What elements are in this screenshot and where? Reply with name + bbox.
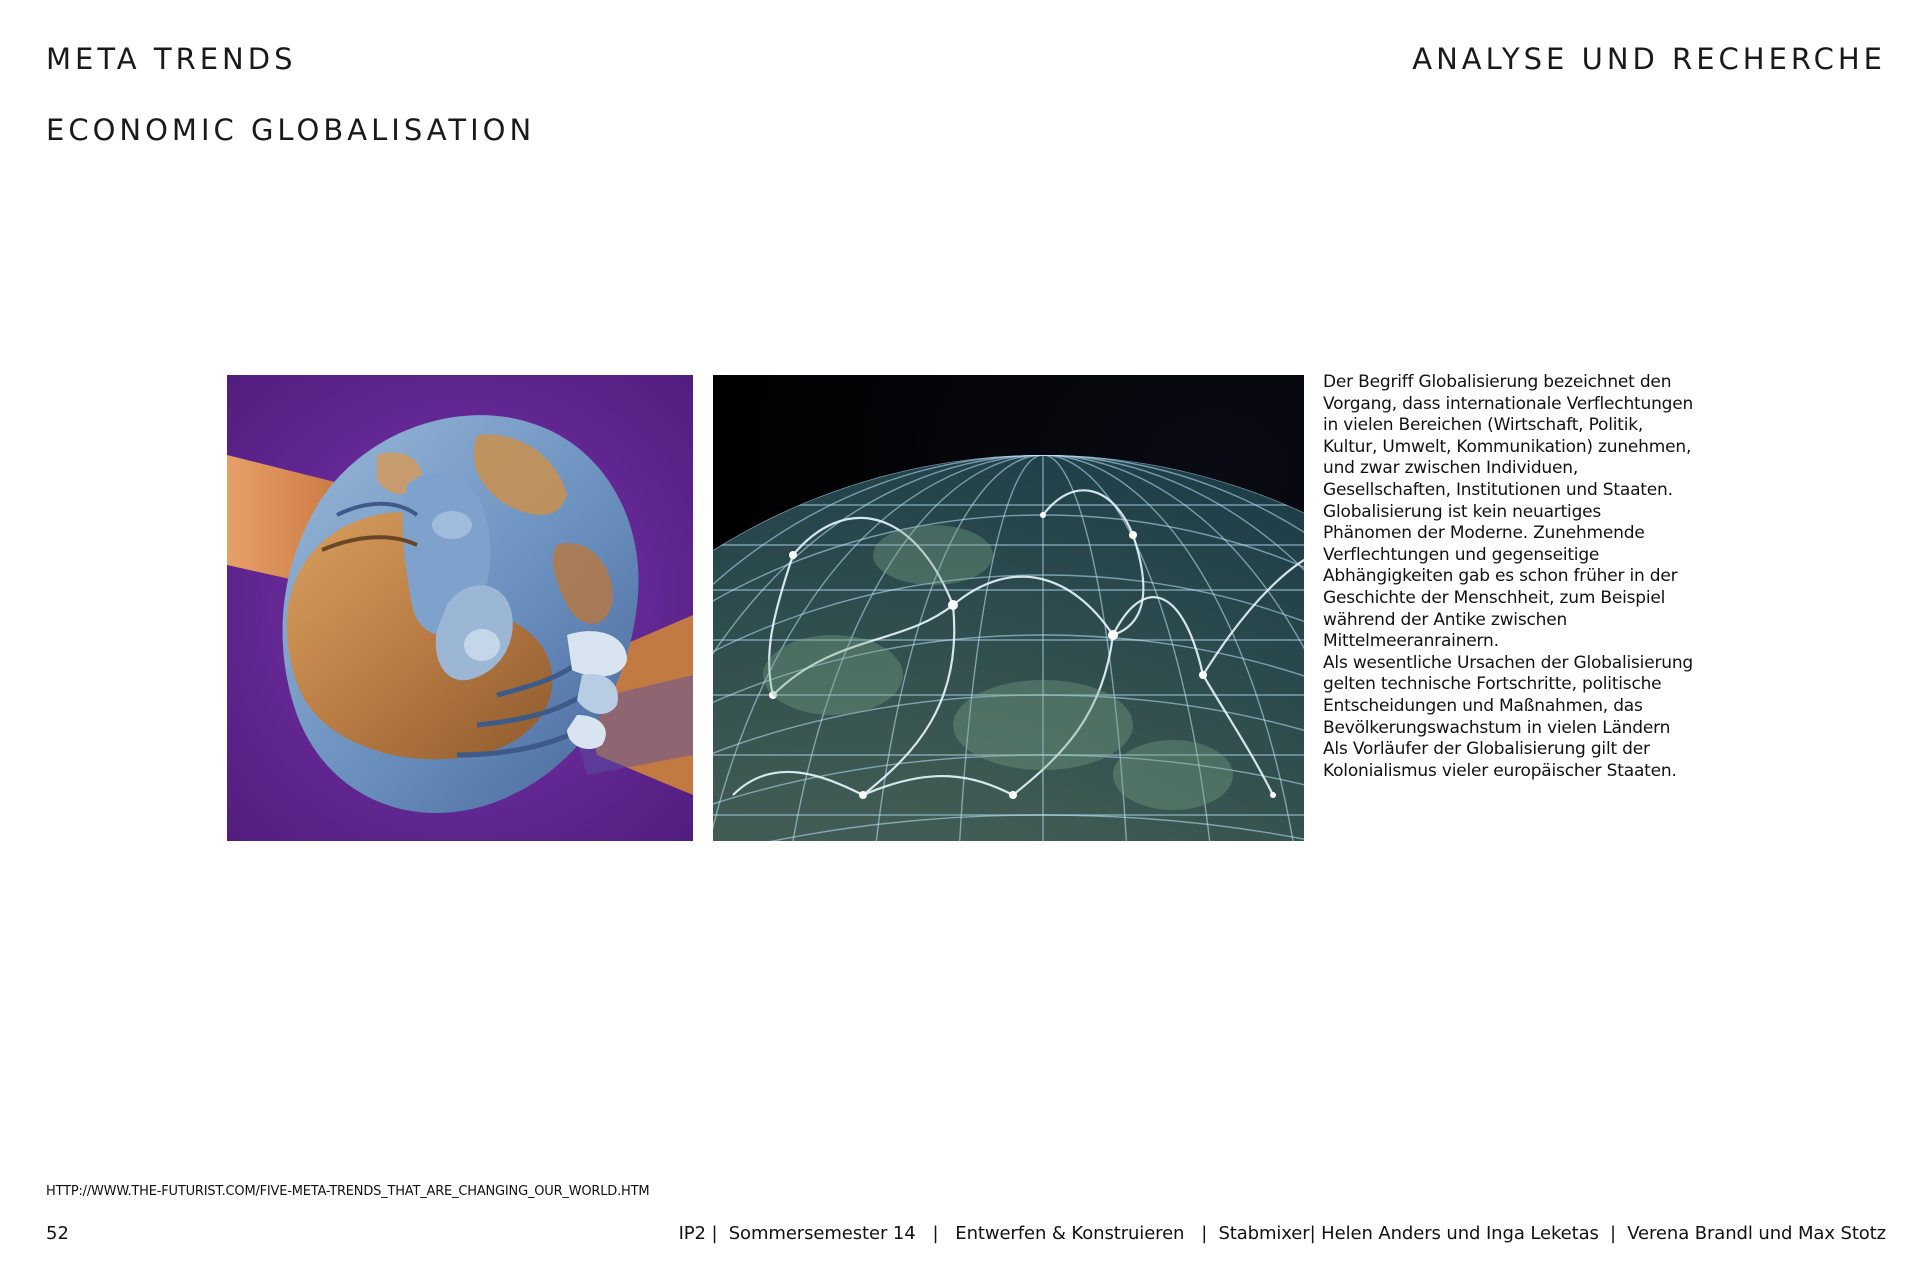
footer-credits: IP2 | Sommersemester 14 | Entwerfen & Konstruieren | Stabmixer| Helen Anders und Inga Leketas | Verena Brandl und Max Stotz <box>678 1223 1886 1244</box>
chapter-title: ANALYSE UND RECHERCHE <box>1412 42 1886 76</box>
page-number: 52 <box>46 1223 69 1244</box>
source-url: HTTP://WWW.THE-FUTURIST.COM/FIVE-META-TRENDS_THAT_ARE_CHANGING_OUR_WORLD.HTM <box>46 1184 650 1199</box>
topic-title: ECONOMIC GLOBALISATION <box>46 113 536 147</box>
body-paragraph: Als Vorläufer der Globalisierung gilt der Kolonialismus vieler europäischer Staaten. <box>1323 739 1677 781</box>
hands-world-map-image <box>227 375 693 841</box>
body-paragraph: Als wesentliche Ursachen der Globalisierung gelten technische Fortschritte, politische Entscheidungen und Maßnahmen, das Bevölkerungswachstum in vielen Ländern <box>1323 652 1693 738</box>
body-text <box>1323 372 1695 782</box>
network-globe-image <box>713 375 1304 841</box>
section-title: META TRENDS <box>46 42 297 76</box>
body-paragraph: Der Begriff Globalisierung bezeichnet den Vorgang, dass internationale Verflechtungen in vielen Bereichen (Wirtschaft, Politik, Kultur, Umwelt, Kommunikation) zunehmen, und zwar zwischen Individuen, Gesellschaften, Institutionen und Staaten. Globalisierung ist kein neuartiges Phänomen der Moderne. Zunehmende Verflechtungen und gegenseitige Abhängigkeiten gab es schon früher in der Geschichte der Menschheit, zum Beispiel während der Antike zwischen Mittelmeeranrainern. <box>1323 372 1694 652</box>
